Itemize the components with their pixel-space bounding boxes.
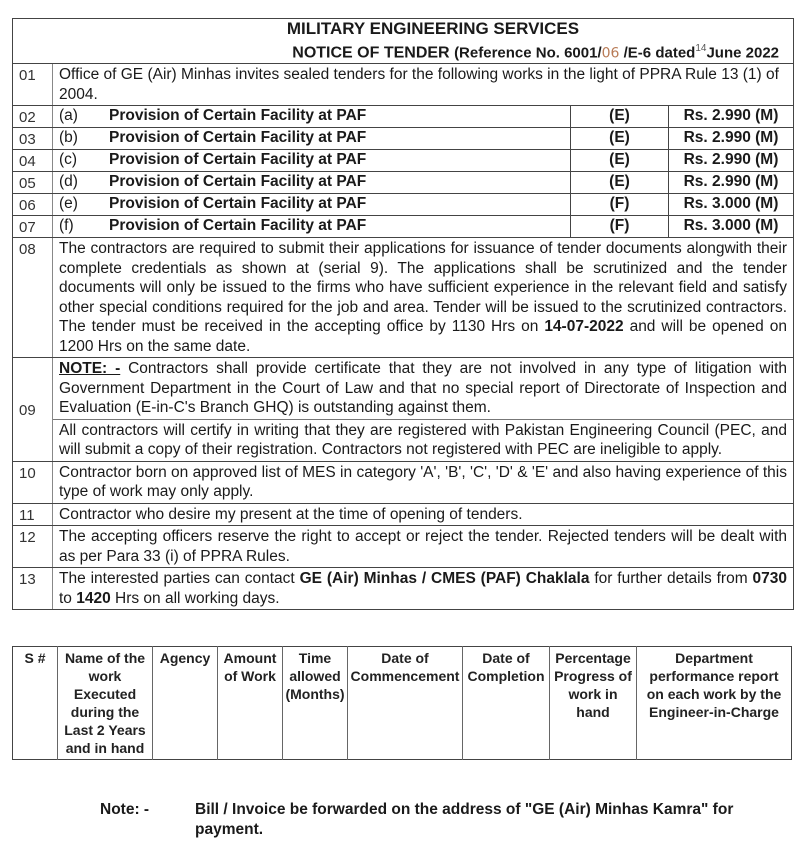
serial-number: 03 xyxy=(13,128,53,149)
work-amount: Rs. 3.000 (M) xyxy=(668,216,793,237)
serial-01 xyxy=(13,64,793,106)
submission-date: 14-07-2022 xyxy=(544,318,624,336)
col-performance-report: Department performance report on each work by the Engineer-in-Charge xyxy=(637,647,792,760)
work-category: (F) xyxy=(570,194,668,215)
experience-table-header xyxy=(13,647,792,760)
notice-title xyxy=(13,39,793,63)
work-letter: (b) xyxy=(59,129,78,147)
serial-number: 04 xyxy=(13,150,53,171)
work-category: (F) xyxy=(570,216,668,237)
work-name: Provision of Certain Facility at PAF xyxy=(109,151,367,169)
col-agency: Agency xyxy=(153,647,218,760)
work-name: Provision of Certain Facility at PAF xyxy=(109,129,367,147)
serial-08 xyxy=(13,238,793,358)
work-name: Provision of Certain Facility at PAF xyxy=(109,107,367,125)
serial-09 xyxy=(13,358,793,462)
serial-09-content xyxy=(53,358,793,461)
reference-suffix: /E-6 dated xyxy=(619,44,696,62)
serial-11 xyxy=(13,504,793,527)
work-category: (E) xyxy=(570,150,668,171)
date-suffix: June 2022 xyxy=(706,44,779,62)
tender-notice xyxy=(12,18,794,610)
reference-label: (Reference No. 6001/ xyxy=(454,44,602,62)
serial-text xyxy=(53,568,793,609)
work-row xyxy=(13,150,793,172)
hours-to: 1420 xyxy=(76,589,111,607)
serial-text: Office of GE (Air) Minhas invites sealed tenders for the following works in the light of PPRA Rule 13 (1) of 2004. xyxy=(59,66,779,103)
work-amount: Rs. 3.000 (M) xyxy=(668,194,793,215)
work-amount: Rs. 2.990 (M) xyxy=(668,150,793,171)
work-category: (E) xyxy=(570,172,668,193)
col-progress: Percentage Progress of work in hand xyxy=(550,647,637,760)
col-completion: Date of Completion xyxy=(463,647,550,760)
serial-13 xyxy=(13,568,793,610)
work-category: (E) xyxy=(570,106,668,127)
litigation-note xyxy=(53,358,793,419)
notice-header xyxy=(13,19,793,64)
serial-number: 07 xyxy=(13,216,53,237)
serial-10 xyxy=(13,462,793,504)
footer-label: Note: - xyxy=(100,801,150,818)
work-letter: (f) xyxy=(59,217,74,235)
serial-number: 05 xyxy=(13,172,53,193)
work-row xyxy=(13,172,793,194)
opening-text: and will be opened on 1200 Hrs on the same date. xyxy=(59,318,787,355)
work-row xyxy=(13,106,793,128)
work-row xyxy=(13,216,793,238)
col-commencement: Date of Commencement xyxy=(348,647,463,760)
col-amount: Amount of Work xyxy=(218,647,283,760)
contact-office: GE (Air) Minhas / CMES (PAF) Chaklala xyxy=(299,570,590,588)
org-title: MILITARY ENGINEERING SERVICES xyxy=(286,19,580,38)
work-amount: Rs. 2.990 (M) xyxy=(668,106,793,127)
note-text: Contractors shall provide certificate that they are not involved in any type of litigation with Government Department in the Court of Law and that no special report of Directorate of Inspection and Evaluation (E-in-C's Branch GHQ) is outstanding against them. xyxy=(59,360,788,417)
work-name: Provision of Certain Facility at PAF xyxy=(109,195,367,213)
contact-text: for further details from xyxy=(589,570,753,588)
serial-number: 01 xyxy=(13,64,53,105)
serial-number: 11 xyxy=(13,504,53,526)
work-letter: (e) xyxy=(59,195,78,213)
serial-text: Contractor born on approved list of MES in category 'A', 'B', 'C', 'D' & 'E' and also having experience of this type of work may only apply. xyxy=(59,463,787,501)
serial-number: 12 xyxy=(13,526,53,567)
date-handwritten: 14 xyxy=(695,43,707,54)
work-name: Provision of Certain Facility at PAF xyxy=(109,217,367,235)
contact-text: The interested parties can contact xyxy=(59,570,300,588)
serial-text: Contractor who desire my present at the time of opening of tenders. xyxy=(59,505,523,523)
work-name: Provision of Certain Facility at PAF xyxy=(109,173,367,191)
contact-text: Hrs on all working days. xyxy=(110,589,280,607)
work-amount: Rs. 2.990 (M) xyxy=(668,172,793,193)
serial-number: 10 xyxy=(13,462,53,503)
work-amount: Rs. 2.990 (M) xyxy=(668,128,793,149)
work-letter: (d) xyxy=(59,173,78,191)
reference-handwritten: 06 xyxy=(601,45,620,62)
experience-table xyxy=(12,646,792,760)
footer-text: Bill / Invoice be forwarded on the address of "GE (Air) Minhas Kamra" for payment. xyxy=(195,801,734,838)
submission-text: The contractors are required to submit their applications for issuance of tender documents alongwith their complete credentials as shown at (serial 9). The applications shall be scrutinized and the tender documents will only be issued to the firms who have sufficient experience in the relevant field and satisfy other special conditions required for the job and area. Tender will be issued to the scrutinized contractors. The tender must be received in the accepting office by 1130 Hrs on xyxy=(59,240,787,336)
col-serial: S # xyxy=(24,650,46,666)
serial-text xyxy=(53,238,793,357)
serial-number: 13 xyxy=(13,568,53,609)
contact-text: to xyxy=(59,589,77,607)
serial-number: 02 xyxy=(13,106,53,127)
hours-from: 0730 xyxy=(752,570,787,588)
serial-text: The accepting officers reserve the right to accept or reject the tender. Rejected tenders will be dealt with as per Para 33 (i) of PPRA Rules. xyxy=(59,528,787,565)
note-label: NOTE: - xyxy=(59,360,121,378)
serial-12 xyxy=(13,526,793,568)
work-row xyxy=(13,128,793,150)
pec-requirement: All contractors will certify in writing that they are registered with Pakistan Engineering Council (PEC, and will submit a copy of their registration. Contractors not registered with PEC are ineligible to apply. xyxy=(53,419,793,461)
col-time-allowed: Time allowed (Months) xyxy=(283,647,348,760)
col-work-name: Name of the work Executed during the Last 2 Years and in hand xyxy=(58,647,153,760)
work-letter: (c) xyxy=(59,151,78,169)
work-category: (E) xyxy=(570,128,668,149)
serial-number: 08 xyxy=(13,238,53,357)
work-row xyxy=(13,194,793,216)
work-letter: (a) xyxy=(59,107,78,125)
serial-number: 06 xyxy=(13,194,53,215)
serial-number: 09 xyxy=(13,358,53,461)
notice-prefix: NOTICE OF TENDER xyxy=(292,44,450,62)
